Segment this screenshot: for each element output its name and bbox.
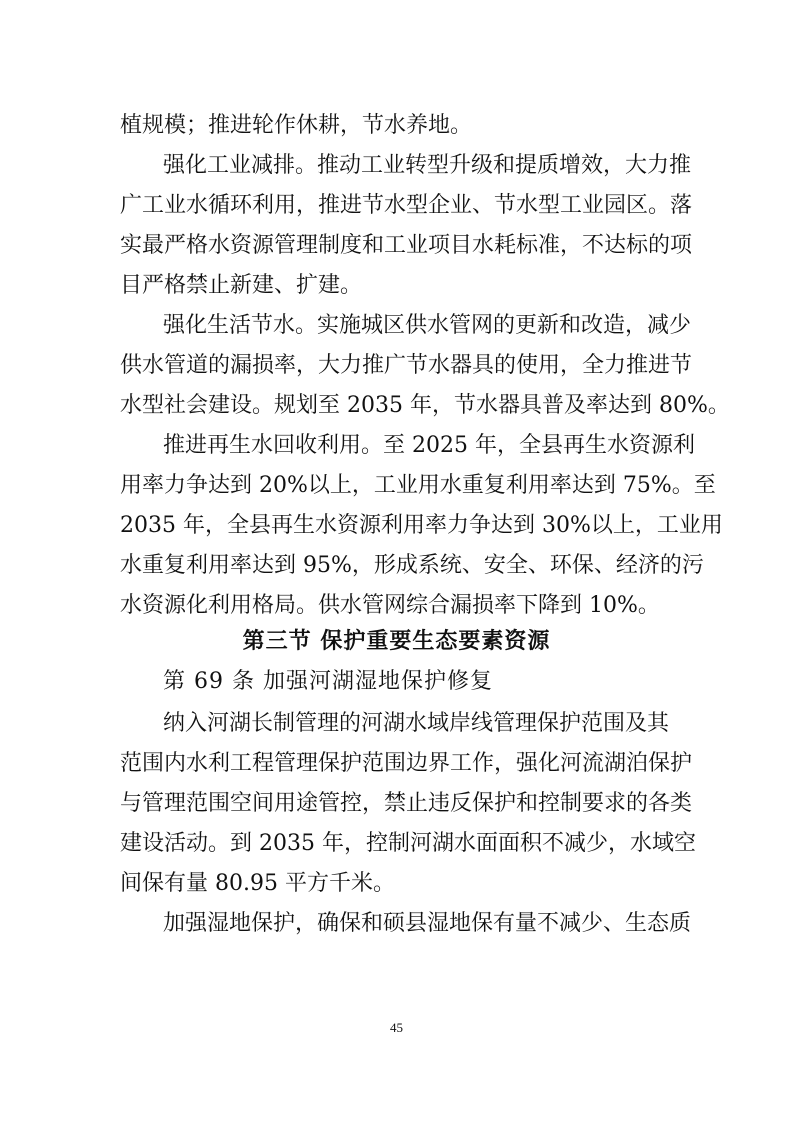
paragraph-line: 水资源化利用格局。供水管网综合漏损率下降到 10%。 — [120, 593, 660, 618]
paragraph-line: 强化工业减排。推动工业转型升级和提质增效，大力推 — [163, 153, 692, 178]
paragraph-line: 植规模；推进轮作休耕，节水养地。 — [120, 113, 473, 138]
section-heading: 第三节 保护重要生态要素资源 — [242, 629, 551, 654]
paragraph-line: 供水管道的漏损率，大力推广节水器具的使用，全力推进节 — [120, 353, 693, 378]
paragraph-line: 加强湿地保护，确保和硕县湿地保有量不减少、生态质 — [163, 911, 692, 936]
paragraph-line: 实最严格水资源管理制度和工业项目水耗标准，不达标的项 — [120, 233, 693, 258]
paragraph-line: 水型社会建设。规划至 2035 年，节水器具普及率达到 80%。 — [120, 393, 730, 418]
paragraph-line: 建设活动。到 2035 年，控制河湖水面面积不减少，水域空 — [120, 831, 696, 856]
paragraph-line: 间保有量 80.95 平方千米。 — [120, 871, 395, 896]
page-number: 45 — [390, 1020, 403, 1035]
paragraph-line: 范围内水利工程管理保护范围边界工作，强化河流湖泊保护 — [120, 751, 693, 776]
paragraph-line: 与管理范围空间用途管控，禁止违反保护和控制要求的各类 — [120, 791, 693, 816]
paragraph-line: 用率力争达到 20%以上，工业用水重复利用率达到 75%。至 — [120, 473, 716, 498]
paragraph-line: 2035 年，全县再生水资源利用率力争达到 30%以上，工业用 — [120, 513, 723, 538]
article-title: 第 69 条 加强河湖湿地保护修复 — [163, 669, 493, 694]
paragraph-line: 广工业水循环利用，推进节水型企业、节水型工业园区。落 — [120, 193, 693, 218]
paragraph-line: 强化生活节水。实施城区供水管网的更新和改造，减少 — [163, 313, 692, 338]
paragraph-line: 纳入河湖长制管理的河湖水域岸线管理保护范围及其 — [163, 711, 670, 736]
paragraph-line: 目严格禁止新建、扩建。 — [120, 273, 363, 298]
paragraph-line: 推进再生水回收利用。至 2025 年，全县再生水资源利 — [163, 433, 695, 458]
paragraph-line: 水重复利用率达到 95%，形成系统、安全、环保、经济的污 — [120, 553, 704, 578]
